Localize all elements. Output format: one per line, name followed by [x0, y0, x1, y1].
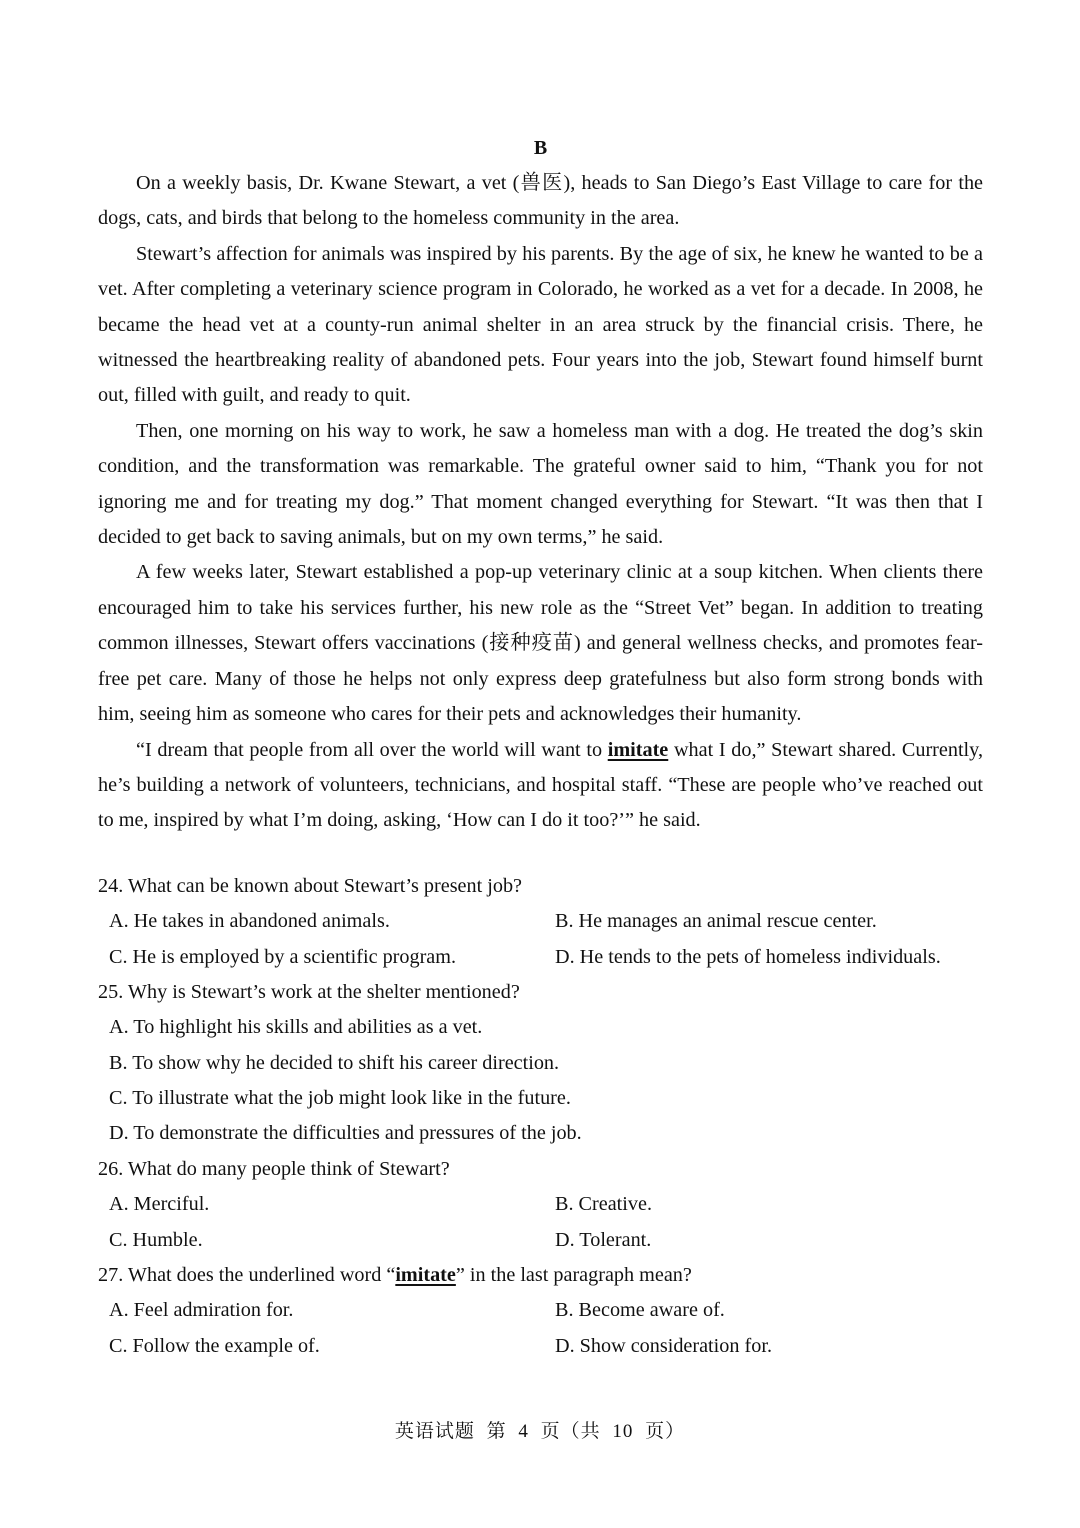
- question-27-stem: [98, 1258, 983, 1293]
- question-25-option-a: A. To highlight his skills and abilities as a vet.: [109, 1016, 483, 1039]
- passage-paragraph-1: On a weekly basis, Dr. Kwane Stewart, a vet (兽医), heads to San Diego’s East Village to care for the dogs, cats, and birds that belong to the homeless community in the area.: [98, 172, 983, 230]
- question-27-option-b: B. Become aware of.: [555, 1299, 725, 1322]
- question-27-option-d: D. Show consideration for.: [555, 1334, 772, 1357]
- question-24: [98, 869, 983, 975]
- exam-page: [98, 131, 983, 1364]
- question-26-option-c: C. Humble.: [109, 1228, 203, 1251]
- question-25-option-d: D. To demonstrate the difficulties and pressures of the job.: [109, 1122, 582, 1145]
- question-24-option-a: A. He takes in abandoned animals.: [109, 910, 390, 933]
- question-27-option-c: C. Follow the example of.: [109, 1334, 320, 1357]
- question-27-underlined-word: imitate: [395, 1264, 456, 1287]
- question-26-option-d: D. Tolerant.: [555, 1228, 652, 1251]
- question-25-stem: 25. Why is Stewart’s work at the shelter mentioned?: [98, 980, 520, 1003]
- question-25-option-c: C. To illustrate what the job might look like in the future.: [109, 1087, 571, 1110]
- question-24-options: [98, 904, 983, 975]
- passage-paragraph-4: A few weeks later, Stewart established a pop-up veterinary clinic at a soup kitchen. When clients there encouraged him to take his services further, his new role as the “Street Vet” began. In addition to treating common illnesses, Stewart offers vaccinations (接种疫苗) and general wellness checks, and promotes fear-free pet care. Many of those he helps not only express deep gratefulness but also form strong bonds with him, seeing him as someone who cares for their pets and acknowledges their humanity.: [98, 561, 983, 726]
- underlined-word-imitate: imitate: [607, 738, 669, 761]
- reading-passage: [98, 166, 983, 839]
- passage-paragraph-5: [98, 733, 983, 839]
- question-24-option-d: D. He tends to the pets of homeless individuals.: [555, 945, 941, 968]
- paragraph-5-text-before: “I dream that people from all over the world will want to: [136, 738, 608, 761]
- question-24-option-c: C. He is employed by a scientific program.: [109, 945, 457, 968]
- question-25: [98, 975, 983, 1152]
- question-27-options: [98, 1293, 983, 1364]
- question-26-option-a: A. Merciful.: [109, 1193, 210, 1216]
- question-26-stem: 26. What do many people think of Stewart?: [98, 1157, 450, 1180]
- question-27-option-a: A. Feel admiration for.: [109, 1299, 294, 1322]
- question-25-option-b: B. To show why he decided to shift his career direction.: [109, 1051, 560, 1074]
- section-title: B: [533, 137, 548, 159]
- question-list: [98, 869, 983, 1364]
- passage-paragraph-3: Then, one morning on his way to work, he saw a homeless man with a dog. He treated the dog’s skin condition, and the transformation was remarkable. The grateful owner said to him, “Thank you for not ignoring me and for treating my dog.” That moment changed everything for Stewart. “It was then that I decided to get back to saving animals, but on my own terms,” he said.: [98, 419, 983, 549]
- question-26-option-b: B. Creative.: [555, 1193, 652, 1216]
- question-26: [98, 1152, 983, 1258]
- question-24-stem: 24. What can be known about Stewart’s present job?: [98, 874, 523, 897]
- question-26-options: [98, 1187, 983, 1258]
- question-24-option-b: B. He manages an animal rescue center.: [555, 910, 877, 933]
- question-27-stem-after: ” in the last paragraph mean?: [455, 1264, 692, 1287]
- paragraph-5-text-after: what I do,” Stewart shared. Currently, he’s building a network of volunteers, technicians, and hospital staff. “These are people who’ve reached out to me, inspired by what I’m doing, asking, ‘How can I do it too?’” he said.: [98, 738, 983, 832]
- question-27-stem-before: 27. What does the underlined word “: [98, 1264, 396, 1287]
- question-27: [98, 1258, 983, 1364]
- page-footer: 英语试题 第 4 页（共 10 页）: [394, 1421, 686, 1442]
- passage-paragraph-2: Stewart’s affection for animals was inspired by his parents. By the age of six, he knew he wanted to be a vet. After completing a veterinary science program in Colorado, he worked as a vet for a decade. In 2008, he became the head vet at a county-run animal shelter in an area struck by the financial crisis. There, he witnessed the heartbreaking reality of abandoned pets. Four years into the job, Stewart found himself burnt out, filled with guilt, and ready to quit.: [98, 242, 983, 407]
